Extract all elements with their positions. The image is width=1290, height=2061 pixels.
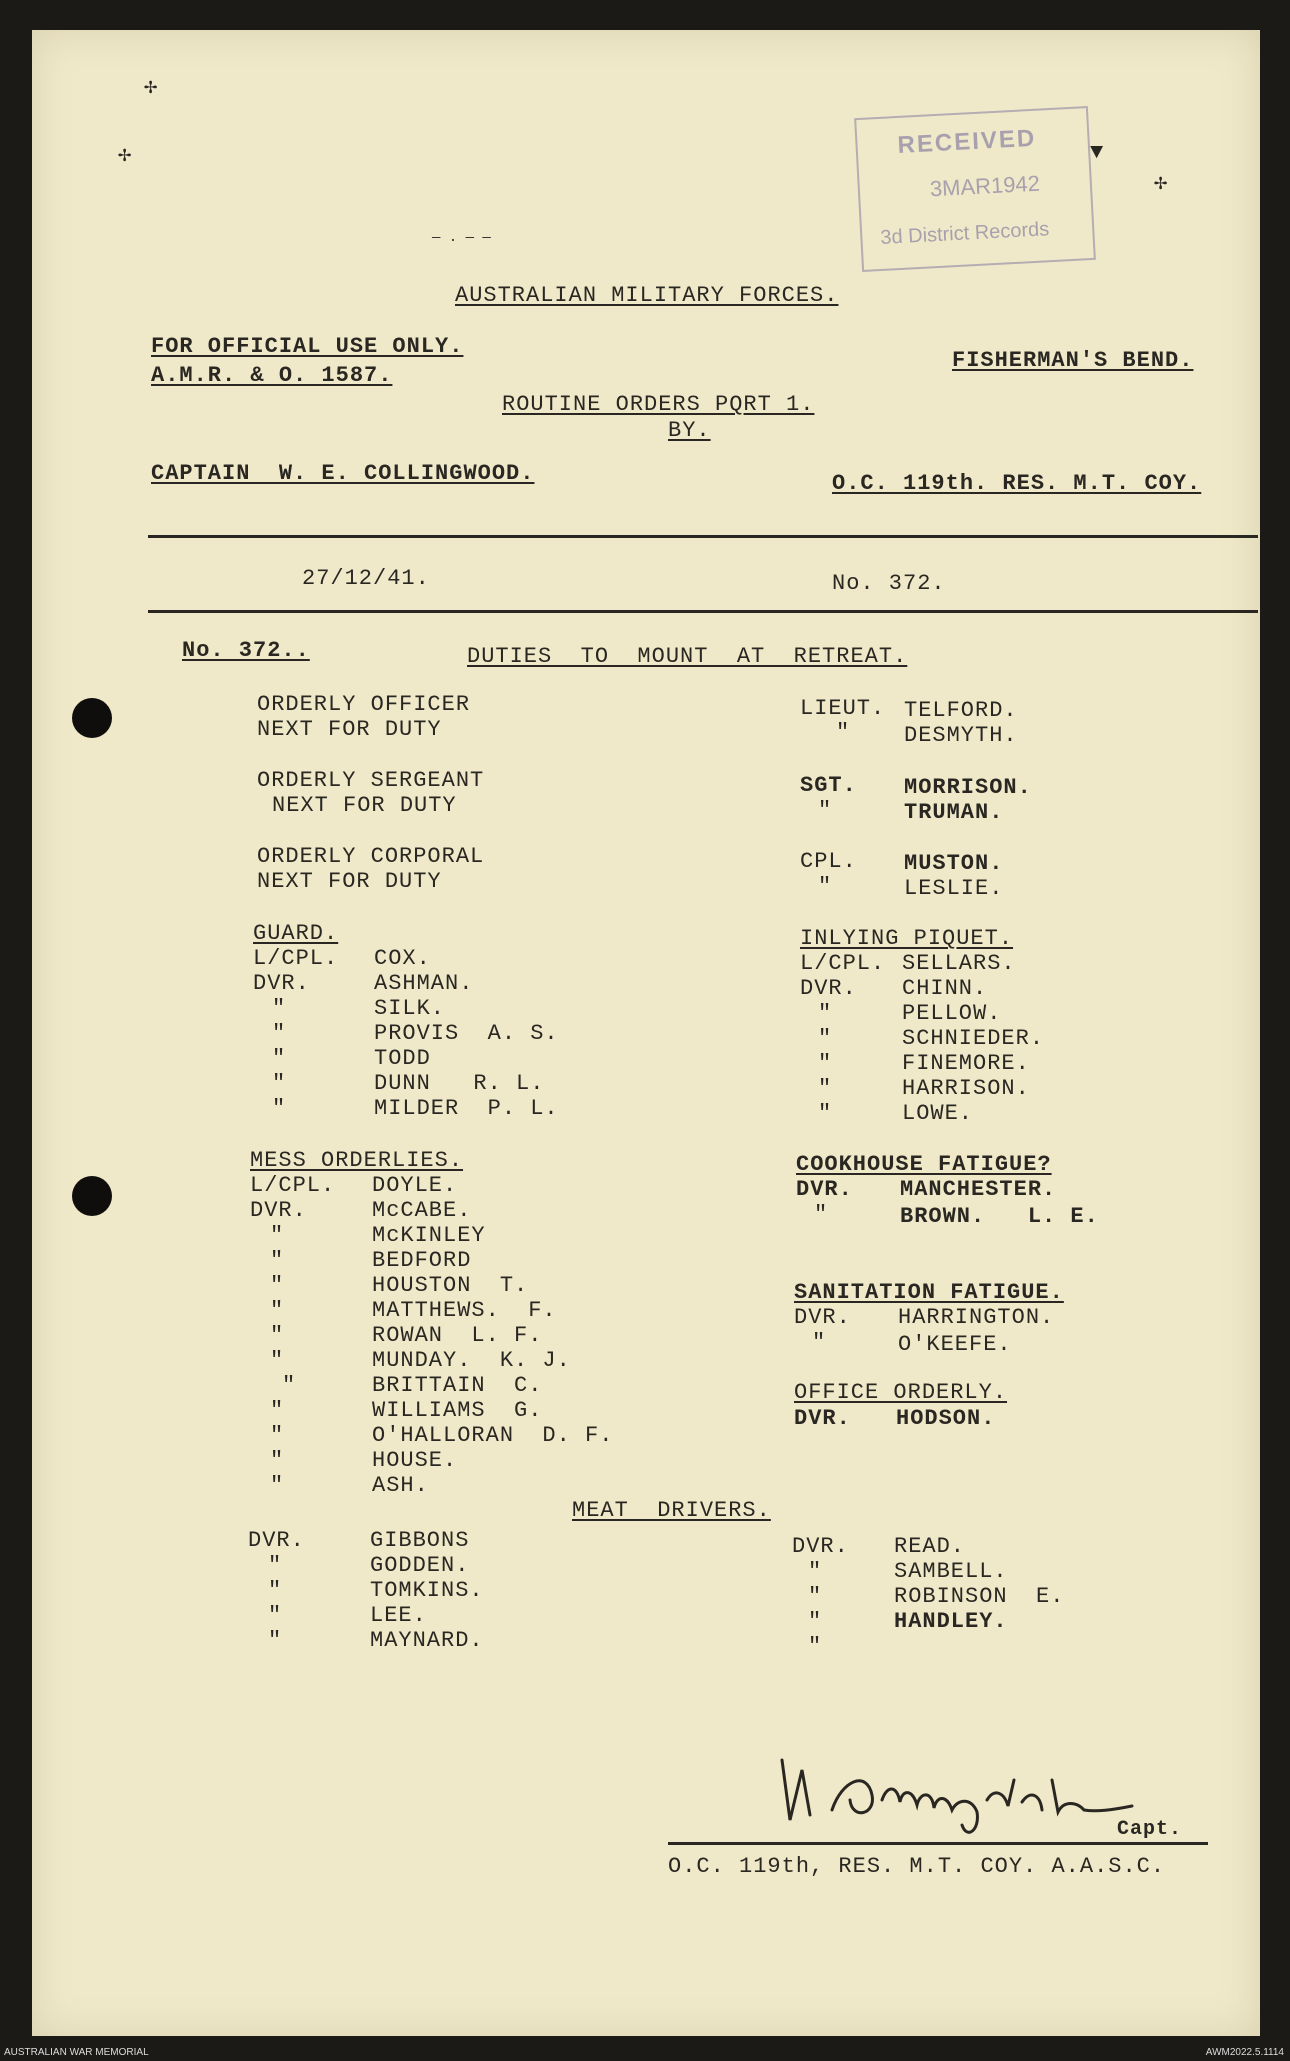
piquet-name: LOWE.	[902, 1101, 974, 1126]
orderly-sergeant-rank: SGT.	[800, 773, 857, 798]
guard-name: PROVIS A. S.	[374, 1021, 559, 1046]
cookhouse-name: MANCHESTER.	[900, 1177, 1057, 1202]
office-name: HODSON.	[896, 1406, 996, 1431]
piquet-rank: "	[818, 1101, 833, 1126]
amr-reference: A.M.R. & O. 1587.	[151, 363, 393, 388]
sanitation-name: HARRINGTON.	[898, 1305, 1055, 1330]
meat-rank: "	[268, 1628, 283, 1653]
piquet-rank: "	[818, 1076, 833, 1101]
mess-rank: "	[270, 1348, 285, 1373]
guard-name: TODD	[374, 1046, 431, 1071]
meat-rank: "	[808, 1634, 823, 1659]
guard-rank: "	[272, 1046, 287, 1071]
handwritten-signature	[772, 1740, 1152, 1850]
meat-rank: DVR.	[248, 1528, 305, 1553]
meat-rank: "	[268, 1578, 283, 1603]
office-rank: DVR.	[794, 1406, 851, 1431]
piquet-name: SELLARS.	[902, 951, 1016, 976]
guard-name: COX.	[374, 946, 431, 971]
mess-rank: "	[270, 1223, 285, 1248]
cookhouse-rank: "	[814, 1202, 829, 1227]
orderly-officer-rank: LIEUT.	[800, 696, 886, 721]
meat-name: ROBINSON E.	[894, 1584, 1065, 1609]
meat-name: TOMKINS.	[370, 1578, 484, 1603]
by-label: BY.	[668, 418, 711, 443]
mess-name: McCABE.	[372, 1198, 472, 1223]
piquet-name: FINEMORE.	[902, 1051, 1030, 1076]
guard-rank: "	[272, 1021, 287, 1046]
mess-rank: "	[270, 1273, 285, 1298]
orderly-corporal-name: MUSTON.	[904, 851, 1004, 876]
mess-heading: MESS ORDERLIES.	[250, 1148, 464, 1173]
mess-rank: "	[270, 1298, 285, 1323]
guard-rank: "	[272, 1096, 287, 1121]
piquet-name: SCHNIEDER.	[902, 1026, 1045, 1051]
meat-name: GODDEN.	[370, 1553, 470, 1578]
commanding-unit: O.C. 119th. RES. M.T. COY.	[832, 471, 1202, 496]
guard-rank: "	[272, 1071, 287, 1096]
mess-rank: "	[270, 1423, 285, 1448]
section-title: DUTIES TO MOUNT AT RETREAT.	[467, 644, 908, 669]
sanitation-rank: "	[812, 1330, 827, 1355]
pin-mark: ▼	[1090, 140, 1104, 165]
ditto-mark: "	[836, 720, 851, 745]
signature-line	[668, 1842, 1208, 1845]
mess-name: BRITTAIN C.	[372, 1373, 543, 1398]
pen-mark: — . — —	[432, 230, 491, 246]
piquet-rank: "	[818, 1001, 833, 1026]
meat-rank: "	[808, 1609, 823, 1634]
cookhouse-rank: DVR.	[796, 1177, 853, 1202]
captain-name: CAPTAIN W. E. COLLINGWOOD.	[151, 461, 535, 486]
orderly-officer-next: NEXT FOR DUTY	[257, 717, 442, 742]
meat-rank: DVR.	[792, 1534, 849, 1559]
orderly-officer-next-name: DESMYTH.	[904, 723, 1018, 748]
pin-mark: ✢	[1154, 171, 1168, 196]
piquet-rank: "	[818, 1026, 833, 1051]
mess-name: McKINLEY	[372, 1223, 486, 1248]
mess-name: WILLIAMS G.	[372, 1398, 543, 1423]
mess-name: MATTHEWS. F.	[372, 1298, 557, 1323]
meat-rank: "	[268, 1603, 283, 1628]
meat-rank: "	[808, 1559, 823, 1584]
mess-rank: L/CPL.	[250, 1173, 336, 1198]
mess-rank: "	[270, 1398, 285, 1423]
orderly-corporal-label: ORDERLY CORPORAL	[257, 844, 485, 869]
mess-name: HOUSTON T.	[372, 1273, 529, 1298]
routine-orders-title: ROUTINE ORDERS PQRT 1.	[502, 392, 815, 417]
piquet-name: HARRISON.	[902, 1076, 1030, 1101]
mess-rank: "	[270, 1473, 285, 1498]
ditto-mark: "	[818, 798, 833, 823]
mess-rank: DVR.	[250, 1198, 307, 1223]
cookhouse-heading: COOKHOUSE FATIGUE?	[796, 1152, 1052, 1177]
guard-name: DUNN R. L.	[374, 1071, 545, 1096]
guard-rank: "	[272, 996, 287, 1021]
mess-rank: "	[270, 1448, 285, 1473]
mess-name: O'HALLORAN D. F.	[372, 1423, 614, 1448]
signature-rank: Capt.	[1117, 1818, 1183, 1841]
footer-source: AUSTRALIAN WAR MEMORIAL	[4, 2047, 149, 2058]
piquet-name: CHINN.	[902, 976, 988, 1001]
piquet-rank: L/CPL.	[800, 951, 886, 976]
mess-name: ASH.	[372, 1473, 429, 1498]
meat-name: READ.	[894, 1534, 966, 1559]
orderly-officer-label: ORDERLY OFFICER	[257, 692, 471, 717]
pin-mark: ✢	[144, 75, 158, 100]
document-title: AUSTRALIAN MILITARY FORCES.	[455, 283, 839, 308]
piquet-rank: "	[818, 1051, 833, 1076]
guard-heading: GUARD.	[253, 921, 339, 946]
meat-rank: "	[808, 1584, 823, 1609]
document-page	[32, 30, 1260, 2036]
piquet-name: PELLOW.	[902, 1001, 1002, 1026]
orderly-corporal-next-name: LESLIE.	[904, 876, 1004, 901]
mess-rank: "	[282, 1373, 297, 1398]
divider	[148, 610, 1258, 613]
orderly-sergeant-name: MORRISON.	[904, 775, 1032, 800]
pin-mark: ✢	[118, 143, 132, 168]
meat-rank: "	[268, 1553, 283, 1578]
footer-accession: AWM2022.5.1114	[1205, 2047, 1284, 2058]
signature-unit: O.C. 119th, RES. M.T. COY. A.A.S.C.	[668, 1854, 1166, 1879]
guard-rank: DVR.	[253, 971, 310, 996]
meat-drivers-heading: MEAT DRIVERS.	[572, 1498, 771, 1523]
orderly-officer-name: TELFORD.	[904, 698, 1018, 723]
stamp-received: RECEIVED	[896, 124, 1037, 159]
piquet-rank: DVR.	[800, 976, 857, 1001]
mess-name: MUNDAY. K. J.	[372, 1348, 571, 1373]
sanitation-heading: SANITATION FATIGUE.	[794, 1280, 1064, 1305]
mess-rank: "	[270, 1248, 285, 1273]
mess-name: DOYLE.	[372, 1173, 458, 1198]
meat-name: LEE.	[370, 1603, 427, 1628]
punch-hole	[72, 698, 112, 738]
guard-name: ASHMAN.	[374, 971, 474, 996]
orderly-sergeant-next: NEXT FOR DUTY	[272, 793, 457, 818]
guard-rank: L/CPL.	[253, 946, 339, 971]
received-stamp	[854, 106, 1096, 272]
meat-name: MAYNARD.	[370, 1628, 484, 1653]
stamp-office: 3d District Records	[879, 218, 1050, 250]
mess-name: HOUSE.	[372, 1448, 458, 1473]
divider	[148, 535, 1258, 538]
meat-name: HANDLEY.	[894, 1609, 1008, 1634]
guard-name: SILK.	[374, 996, 446, 1021]
guard-name: MILDER P. L.	[374, 1096, 559, 1121]
location-label: FISHERMAN'S BEND.	[952, 348, 1194, 373]
stamp-date: 3MAR1942	[929, 170, 1041, 202]
orderly-sergeant-next-name: TRUMAN.	[904, 800, 1004, 825]
order-date: 27/12/41.	[302, 566, 430, 591]
sanitation-name: O'KEEFE.	[898, 1332, 1012, 1357]
mess-name: BEDFORD	[372, 1248, 472, 1273]
official-use-label: FOR OFFICIAL USE ONLY.	[151, 334, 464, 359]
orderly-sergeant-label: ORDERLY SERGEANT	[257, 768, 485, 793]
cookhouse-name: BROWN. L. E.	[900, 1204, 1099, 1229]
ditto-mark: "	[818, 874, 833, 899]
sanitation-rank: DVR.	[794, 1305, 851, 1330]
meat-name: SAMBELL.	[894, 1559, 1008, 1584]
order-number: No. 372.	[832, 571, 946, 596]
mess-name: ROWAN L. F.	[372, 1323, 543, 1348]
mess-rank: "	[270, 1323, 285, 1348]
orderly-corporal-rank: CPL.	[800, 849, 857, 874]
section-number: No. 372..	[182, 638, 310, 663]
orderly-corporal-next: NEXT FOR DUTY	[257, 869, 442, 894]
punch-hole	[72, 1176, 112, 1216]
piquet-heading: INLYING PIQUET.	[800, 926, 1014, 951]
office-heading: OFFICE ORDERLY.	[794, 1380, 1008, 1405]
meat-name: GIBBONS	[370, 1528, 470, 1553]
